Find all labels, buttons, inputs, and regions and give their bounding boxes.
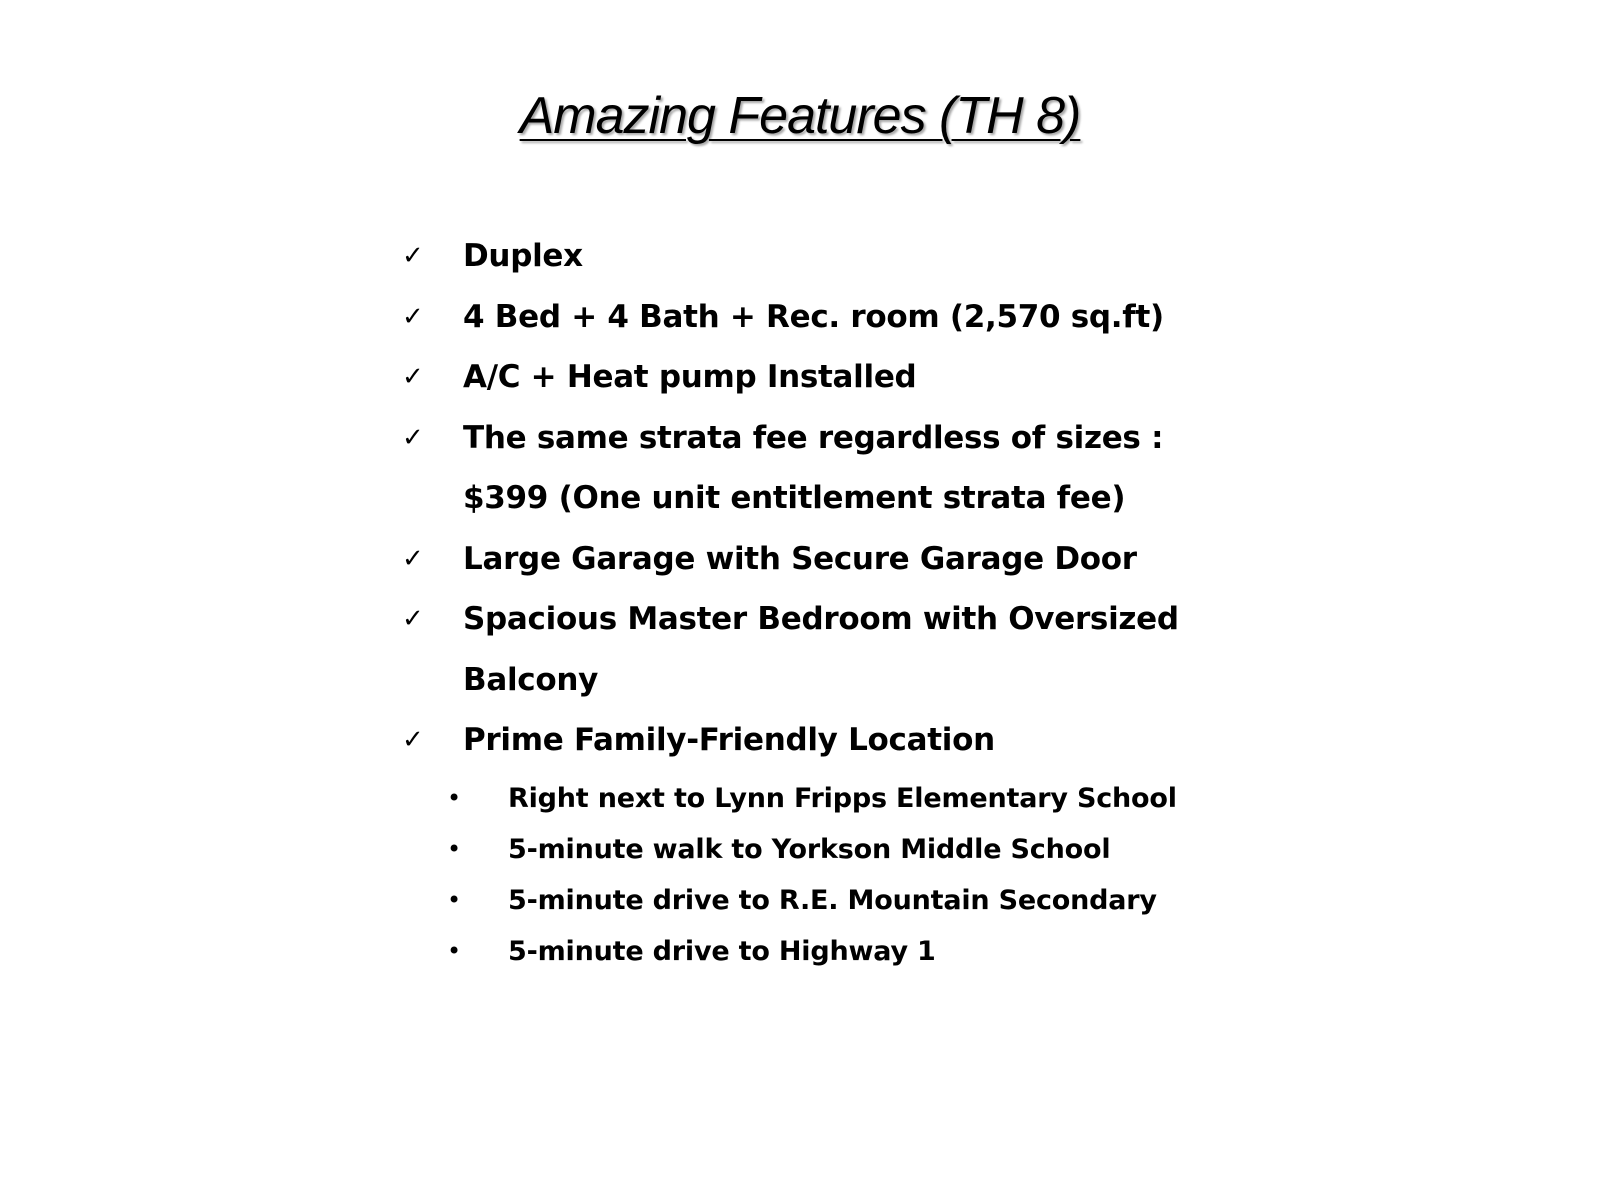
feature-item xyxy=(402,347,1282,408)
location-detail-list xyxy=(447,773,1282,977)
location-detail-text: Right next to Lynn Fripps Elementary School xyxy=(508,782,1177,814)
feature-item xyxy=(402,589,1193,710)
feature-item xyxy=(402,287,1282,348)
checkmark-icon: ✓ xyxy=(402,604,424,634)
bullet-icon: • xyxy=(447,885,461,914)
location-detail-text: 5-minute walk to Yorkson Middle School xyxy=(508,833,1111,865)
checkmark-icon: ✓ xyxy=(402,241,424,271)
bullet-icon: • xyxy=(447,936,461,965)
feature-item xyxy=(402,529,1282,590)
bullet-icon: • xyxy=(447,834,461,863)
bullet-icon: • xyxy=(447,783,461,812)
page-title: Amazing Features (TH 8) xyxy=(519,87,1081,145)
feature-list xyxy=(402,226,1282,977)
feature-text: A/C + Heat pump Installed xyxy=(463,359,917,395)
feature-text: Duplex xyxy=(463,238,583,274)
checkmark-icon: ✓ xyxy=(402,362,424,392)
feature-text: Spacious Master Bedroom with Oversized Balcony xyxy=(463,601,1179,698)
checkmark-icon: ✓ xyxy=(402,301,424,332)
location-detail-text: 5-minute drive to R.E. Mountain Secondary xyxy=(508,884,1157,916)
location-detail-item xyxy=(447,926,1282,977)
checkmark-icon: ✓ xyxy=(402,543,424,574)
feature-item xyxy=(402,408,1223,529)
location-detail-item xyxy=(447,875,1282,926)
location-detail-item xyxy=(447,824,1282,875)
checkmark-icon: ✓ xyxy=(402,422,424,453)
location-detail-text: 5-minute drive to Highway 1 xyxy=(508,935,936,967)
feature-text: Prime Family-Friendly Location xyxy=(463,722,995,758)
feature-text: 4 Bed + 4 Bath + Rec. room (2,570 sq.ft) xyxy=(463,298,1164,335)
location-detail-item xyxy=(447,773,1282,824)
feature-item xyxy=(402,226,1282,287)
checkmark-icon: ✓ xyxy=(402,725,424,755)
feature-text: The same strata fee regardless of sizes : $399 (One unit entitlement strata fee) xyxy=(463,419,1164,516)
feature-item xyxy=(402,710,1282,771)
location-sublist-container xyxy=(402,773,1282,977)
feature-text: Large Garage with Secure Garage Door xyxy=(463,540,1137,577)
